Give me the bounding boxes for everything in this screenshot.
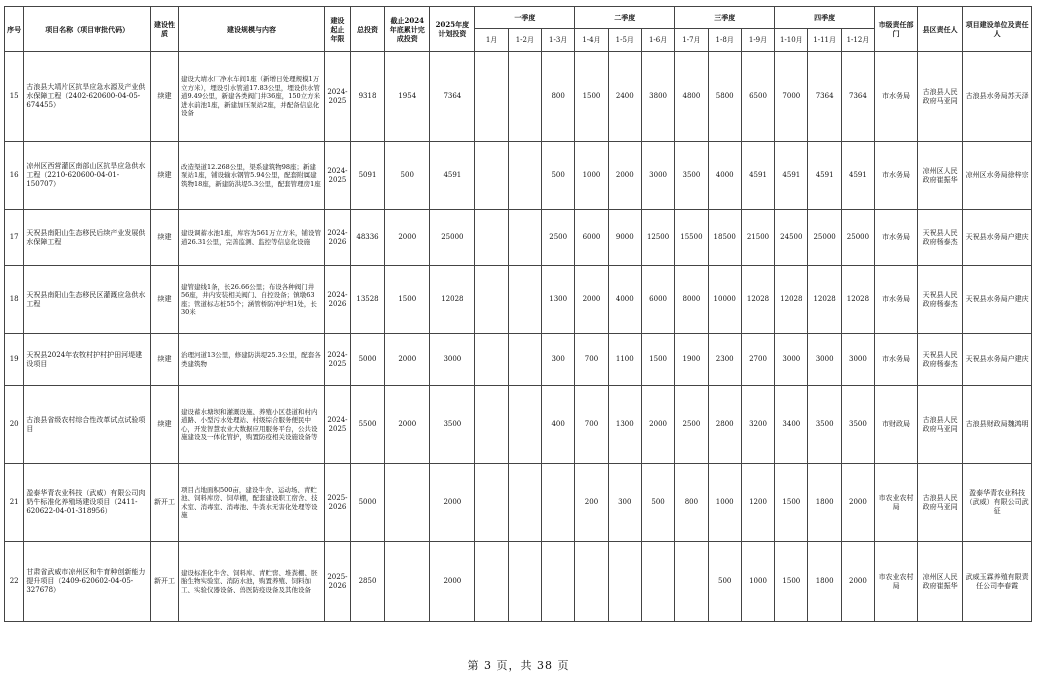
table-row <box>5 334 1032 386</box>
row-unit: 天祝县水务局户建庆 <box>963 334 1032 386</box>
row-scope: 建设标准化牛舍、饲料库、青贮窖、堆粪棚、胚胎生物实验室、消防水池，购置养殖、饲料加工、实验仪器设备、兽医防疫设备及其他设备 <box>178 542 324 622</box>
row-project-name: 甘肃省武威市凉州区和牛育种创新能力提升项目（2409-620602-04-05-327678） <box>24 542 151 622</box>
row-month-value: 4591 <box>741 142 774 210</box>
row-plan-2025: 7364 <box>430 52 475 142</box>
row-month-value: 400 <box>542 386 575 464</box>
row-city-dept: 市农业农村局 <box>875 464 918 542</box>
row-month-value: 2000 <box>841 464 874 542</box>
row-cumulative-2024: 1500 <box>385 266 430 334</box>
row-month-value: 1500 <box>641 334 674 386</box>
row-month-value <box>508 334 541 386</box>
row-month-value: 5800 <box>708 52 741 142</box>
row-nature: 续建 <box>151 52 179 142</box>
row-month-value: 2000 <box>608 142 641 210</box>
row-month-value: 12500 <box>641 210 674 266</box>
row-county-leader: 凉州区人民政府崔振华 <box>918 542 963 622</box>
row-nature: 续建 <box>151 386 179 464</box>
row-unit: 凉州区水务局徐梓宗 <box>963 142 1032 210</box>
row-total-investment: 5500 <box>350 386 384 464</box>
row-city-dept: 市水务局 <box>875 266 918 334</box>
row-month-value: 2400 <box>608 52 641 142</box>
row-seq: 18 <box>5 266 24 334</box>
row-month-value: 1500 <box>775 542 808 622</box>
row-cumulative-2024: 1954 <box>385 52 430 142</box>
row-plan-2025: 3500 <box>430 386 475 464</box>
header-unit: 项目建设单位及责任人 <box>963 7 1032 52</box>
row-unit: 天祝县水务局户建庆 <box>963 266 1032 334</box>
row-scope: 项目占地面积500亩，建设牛舍、运动场、青贮池、饲料库房、饲草棚，配套建设职工宿舍、技术室、消毒室、消毒池、牛粪水无害化处理等设施 <box>178 464 324 542</box>
row-nature: 续建 <box>151 142 179 210</box>
row-scope: 治理河道13公里，修建防洪堤25.3公里，配套各类建筑物 <box>178 334 324 386</box>
row-month-value: 300 <box>542 334 575 386</box>
row-month-value: 1800 <box>808 464 841 542</box>
row-month-value <box>608 542 641 622</box>
row-city-dept: 市水务局 <box>875 142 918 210</box>
row-month-value <box>475 210 508 266</box>
header-month: 1-3月 <box>542 29 575 52</box>
row-month-value: 1200 <box>741 464 774 542</box>
row-period: 2024-2025 <box>325 52 351 142</box>
row-month-value <box>475 266 508 334</box>
row-month-value: 700 <box>575 386 608 464</box>
row-seq: 15 <box>5 52 24 142</box>
row-month-value <box>508 210 541 266</box>
row-month-value <box>641 542 674 622</box>
row-nature: 续建 <box>151 334 179 386</box>
row-month-value: 4591 <box>775 142 808 210</box>
row-month-value: 1300 <box>542 266 575 334</box>
row-month-value: 4000 <box>608 266 641 334</box>
row-month-value: 1100 <box>608 334 641 386</box>
row-month-value: 2500 <box>675 386 708 464</box>
header-month: 1-5月 <box>608 29 641 52</box>
row-city-dept: 市农业农村局 <box>875 542 918 622</box>
row-nature: 续建 <box>151 266 179 334</box>
row-cumulative-2024: 2000 <box>385 386 430 464</box>
row-nature: 新开工 <box>151 542 179 622</box>
row-month-value: 2500 <box>542 210 575 266</box>
row-month-value: 3800 <box>641 52 674 142</box>
row-project-name: 天祝县2024年农牧村护村护田河堤建设项目 <box>24 334 151 386</box>
row-county-leader: 古浪县人民政府马亚同 <box>918 464 963 542</box>
row-cumulative-2024 <box>385 464 430 542</box>
row-project-name: 天祝县南阳山生态移民后续产业发展供水保障工程 <box>24 210 151 266</box>
header-city-dept: 市级责任部门 <box>875 7 918 52</box>
header-quarter-1: 一季度 <box>475 7 575 29</box>
row-month-value <box>475 142 508 210</box>
row-month-value: 500 <box>542 142 575 210</box>
row-month-value: 1800 <box>808 542 841 622</box>
row-period: 2024-2025 <box>325 142 351 210</box>
row-month-value <box>475 334 508 386</box>
header-quarter-4: 四季度 <box>775 7 875 29</box>
row-month-value: 2300 <box>708 334 741 386</box>
row-month-value: 4591 <box>841 142 874 210</box>
row-month-value: 7000 <box>775 52 808 142</box>
row-month-value <box>508 464 541 542</box>
row-month-value <box>508 142 541 210</box>
row-unit: 武威玉霖养殖有限责任公司李春霞 <box>963 542 1032 622</box>
row-nature: 新开工 <box>151 464 179 542</box>
row-month-value: 3200 <box>741 386 774 464</box>
row-total-investment: 5091 <box>350 142 384 210</box>
row-month-value: 1000 <box>575 142 608 210</box>
row-nature: 续建 <box>151 210 179 266</box>
row-unit: 古浪县财政局魏鸿明 <box>963 386 1032 464</box>
header-cum2024: 截止2024年底累计完成投资 <box>385 7 430 52</box>
row-month-value: 3000 <box>641 142 674 210</box>
row-month-value: 6000 <box>641 266 674 334</box>
row-month-value: 3500 <box>808 386 841 464</box>
row-cumulative-2024: 2000 <box>385 334 430 386</box>
row-month-value: 12028 <box>775 266 808 334</box>
header-month: 1-7月 <box>675 29 708 52</box>
row-month-value: 7364 <box>808 52 841 142</box>
row-project-name: 古浪县大靖片区抗旱应急水源及产业供水保障工程（2402-620600-04-05-674455） <box>24 52 151 142</box>
row-cumulative-2024: 2000 <box>385 210 430 266</box>
row-month-value: 25000 <box>808 210 841 266</box>
header-month: 1-9月 <box>741 29 774 52</box>
row-total-investment: 5000 <box>350 334 384 386</box>
row-total-investment: 13528 <box>350 266 384 334</box>
row-county-leader: 天祝县人民政府杨泰杰 <box>918 334 963 386</box>
row-plan-2025: 25000 <box>430 210 475 266</box>
row-month-value: 300 <box>608 464 641 542</box>
row-month-value: 4000 <box>708 142 741 210</box>
row-month-value <box>475 386 508 464</box>
header-project-name: 项目名称（项目审批代码） <box>24 7 151 52</box>
table-row <box>5 52 1032 142</box>
row-month-value: 4591 <box>808 142 841 210</box>
table-row <box>5 464 1032 542</box>
row-scope: 建管建线1条，长26.66公里；布设各种阀门井56座，井内安装相关阀门、自控设备；镇墩63座；管道标志桩55个；涵管桥防冲护坦1处，长30米 <box>178 266 324 334</box>
header-county-leader: 县区责任人 <box>918 7 963 52</box>
row-total-investment: 5000 <box>350 464 384 542</box>
row-month-value: 3000 <box>841 334 874 386</box>
row-scope: 改造渠道12.268公里，渠系建筑物98座；新建泵站1座，铺设输水钢管5.94公里，配套附属建筑物18座，新建防洪堤5.3公里，配套管理房1座 <box>178 142 324 210</box>
row-city-dept: 市水务局 <box>875 334 918 386</box>
row-month-value: 1500 <box>575 52 608 142</box>
row-month-value: 1000 <box>708 464 741 542</box>
row-plan-2025: 2000 <box>430 542 475 622</box>
header-month: 1-8月 <box>708 29 741 52</box>
row-project-name: 盈泰华青农业科技（武威）有限公司肉奶牛标准化养殖场建设项目（2411-620622-04-01-318956） <box>24 464 151 542</box>
row-month-value: 15500 <box>675 210 708 266</box>
row-month-value <box>475 464 508 542</box>
row-scope: 建设蓄水塘坝和灌溉设施、养殖小区巷道和村内道路、小型污水处理站、村级综合服务便民中心，开发智慧农业大数据应用服务平台，公共设施建设及一体化管护，购置防疫相关设施设备等 <box>178 386 324 464</box>
row-month-value: 18500 <box>708 210 741 266</box>
table-row <box>5 266 1032 334</box>
row-month-value: 21500 <box>741 210 774 266</box>
row-scope: 建设大靖水厂净水车间1座（新增日处理规模1万立方米），埋设引水管道17.83公里，埋设供水管道9.49公里，新建各类阀门井36座，150立方米进水前池1座，新建加压泵站2座，并配备信息化设备 <box>178 52 324 142</box>
row-month-value: 2700 <box>741 334 774 386</box>
row-project-name: 古浪县省级农村综合性改革试点试验项目 <box>24 386 151 464</box>
row-month-value: 12028 <box>741 266 774 334</box>
row-county-leader: 天祝县人民政府杨泰杰 <box>918 266 963 334</box>
row-total-investment: 2850 <box>350 542 384 622</box>
row-month-value <box>508 542 541 622</box>
row-unit: 古浪县水务局苏天泽 <box>963 52 1032 142</box>
row-city-dept: 市财政局 <box>875 386 918 464</box>
row-month-value: 1500 <box>775 464 808 542</box>
table-row <box>5 142 1032 210</box>
row-month-value: 8000 <box>675 266 708 334</box>
row-month-value <box>508 266 541 334</box>
row-county-leader: 天祝县人民政府杨泰杰 <box>918 210 963 266</box>
row-unit: 天祝县水务局户建庆 <box>963 210 1032 266</box>
row-month-value: 6000 <box>575 210 608 266</box>
row-month-value: 3000 <box>808 334 841 386</box>
row-scope: 建设调蓄水池1座，库容为561万立方米，铺设管道26.31公里，完善监测、监控等信息化设施 <box>178 210 324 266</box>
row-month-value: 9000 <box>608 210 641 266</box>
row-month-value <box>475 52 508 142</box>
row-seq: 16 <box>5 142 24 210</box>
header-month: 1-11月 <box>808 29 841 52</box>
header-scope: 建设规模与内容 <box>178 7 324 52</box>
row-month-value: 2000 <box>575 266 608 334</box>
investment-plan-table-page <box>4 6 1032 622</box>
row-month-value: 6500 <box>741 52 774 142</box>
row-period: 2024-2026 <box>325 266 351 334</box>
row-month-value <box>508 52 541 142</box>
row-period: 2025-2026 <box>325 542 351 622</box>
row-city-dept: 市水务局 <box>875 210 918 266</box>
row-month-value: 1000 <box>741 542 774 622</box>
table-row <box>5 386 1032 464</box>
row-month-value: 7364 <box>841 52 874 142</box>
header-month: 1-2月 <box>508 29 541 52</box>
row-month-value: 2000 <box>841 542 874 622</box>
row-seq: 22 <box>5 542 24 622</box>
row-month-value: 24500 <box>775 210 808 266</box>
header-month: 1-12月 <box>841 29 874 52</box>
row-seq: 17 <box>5 210 24 266</box>
header-plan2025: 2025年度计划投资 <box>430 7 475 52</box>
row-period: 2025-2026 <box>325 464 351 542</box>
row-seq: 21 <box>5 464 24 542</box>
row-month-value <box>475 542 508 622</box>
table-row <box>5 542 1032 622</box>
row-plan-2025: 12028 <box>430 266 475 334</box>
header-nature: 建设性质 <box>151 7 179 52</box>
row-unit: 盈泰华青农业科技（武威）有限公司武征 <box>963 464 1032 542</box>
row-month-value: 200 <box>575 464 608 542</box>
row-cumulative-2024 <box>385 542 430 622</box>
header-quarter-2: 二季度 <box>575 7 675 29</box>
row-month-value: 12028 <box>841 266 874 334</box>
row-month-value: 3000 <box>775 334 808 386</box>
row-total-investment: 48336 <box>350 210 384 266</box>
row-month-value: 2000 <box>641 386 674 464</box>
table-row <box>5 210 1032 266</box>
row-month-value: 10000 <box>708 266 741 334</box>
header-month: 1-10月 <box>775 29 808 52</box>
row-month-value: 800 <box>542 52 575 142</box>
row-month-value <box>675 542 708 622</box>
row-month-value: 500 <box>708 542 741 622</box>
row-city-dept: 市水务局 <box>875 52 918 142</box>
header-month: 1-4月 <box>575 29 608 52</box>
row-month-value: 2800 <box>708 386 741 464</box>
header-month: 1-6月 <box>641 29 674 52</box>
header-month: 1月 <box>475 29 508 52</box>
row-month-value: 25000 <box>841 210 874 266</box>
row-month-value: 800 <box>675 464 708 542</box>
investment-plan-table <box>4 6 1032 622</box>
row-county-leader: 古浪县人民政府马亚同 <box>918 386 963 464</box>
row-month-value: 700 <box>575 334 608 386</box>
row-seq: 19 <box>5 334 24 386</box>
row-month-value <box>542 542 575 622</box>
row-county-leader: 古浪县人民政府马亚同 <box>918 52 963 142</box>
row-month-value: 500 <box>641 464 674 542</box>
row-month-value: 3500 <box>675 142 708 210</box>
row-month-value: 12028 <box>808 266 841 334</box>
row-month-value: 3400 <box>775 386 808 464</box>
header-quarter-3: 三季度 <box>675 7 775 29</box>
header-total: 总投资 <box>350 7 384 52</box>
row-month-value <box>508 386 541 464</box>
row-county-leader: 凉州区人民政府崔振华 <box>918 142 963 210</box>
page-footer: 第 3 页，共 38 页 <box>467 659 570 672</box>
row-plan-2025: 3000 <box>430 334 475 386</box>
row-project-name: 天祝县南阳山生态移民区灌溉应急供水工程 <box>24 266 151 334</box>
row-project-name: 凉州区西营灌区南部山区抗旱应急供水工程（2210-620600-04-01-150707） <box>24 142 151 210</box>
row-plan-2025: 2000 <box>430 464 475 542</box>
row-month-value: 3500 <box>841 386 874 464</box>
row-plan-2025: 4591 <box>430 142 475 210</box>
row-month-value <box>542 464 575 542</box>
header-period: 建设起止年限 <box>325 7 351 52</box>
row-month-value <box>575 542 608 622</box>
row-period: 2024-2026 <box>325 210 351 266</box>
header-seq: 序号 <box>5 7 24 52</box>
row-month-value: 4800 <box>675 52 708 142</box>
row-month-value: 1300 <box>608 386 641 464</box>
row-total-investment: 9318 <box>350 52 384 142</box>
row-cumulative-2024: 500 <box>385 142 430 210</box>
row-period: 2024-2025 <box>325 334 351 386</box>
row-month-value: 1900 <box>675 334 708 386</box>
row-period: 2024-2025 <box>325 386 351 464</box>
row-seq: 20 <box>5 386 24 464</box>
